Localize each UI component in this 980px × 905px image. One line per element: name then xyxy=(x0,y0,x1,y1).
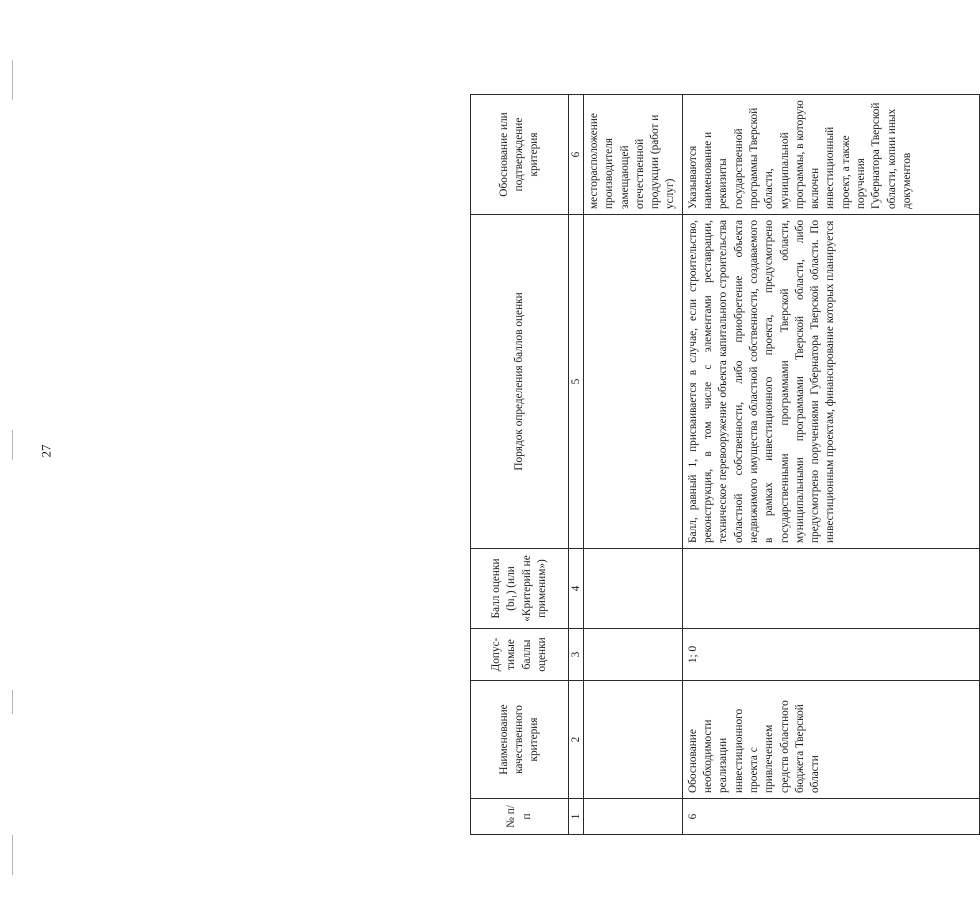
header-justification: Обоснование или подтверждение критерия xyxy=(471,95,569,215)
column-number: 1 xyxy=(569,799,584,835)
criteria-table xyxy=(470,94,980,835)
column-number: 5 xyxy=(569,215,584,549)
header-row xyxy=(471,95,569,835)
justification-cell: месторасположение производителя замещающей отечественной продукции (работ и услуг) xyxy=(584,95,683,215)
cell xyxy=(584,215,683,549)
header-allowed-scores: Допус-тимые баллы оценки xyxy=(471,629,569,681)
scan-artifact xyxy=(12,60,13,100)
justification-cell: Указываются наименование и реквизиты государственной программы Тверской области, муниципальной программы, в которую включен инвестиционный проект, а также поручения Губернатора Тверской области, копии иных документов xyxy=(682,95,979,215)
table-row-6 xyxy=(682,95,979,835)
scan-artifact xyxy=(12,430,13,460)
row-number: 6 xyxy=(682,799,979,835)
cell xyxy=(584,681,683,799)
column-number: 6 xyxy=(569,95,584,215)
table-row-continued xyxy=(584,95,683,835)
cell xyxy=(584,549,683,629)
column-number: 4 xyxy=(569,549,584,629)
procedure-text: Балл, равный 1, присваивается в случае, если строительство, реконструкция, в том числе с элементами реставрации, техническое перевооружение объекта капитального строительства областной собственности, либо приобретение объекта недвижимого имущества областной собственности, создаваемого в рамках инвестиционного проекта, предусмотрено государственными программами Тверской области, муниципальными программами Тверской области, либо предусмотрено поручениями Губернатора Тверской области. По инвестиционным проектам, финансирование которых планируется xyxy=(682,215,979,549)
header-criterion-name: Наименование качественного критерия xyxy=(471,681,569,799)
scan-artifact xyxy=(12,690,13,714)
allowed-scores: 1; 0 xyxy=(682,629,979,681)
score-cell xyxy=(682,549,979,629)
column-number-row xyxy=(569,95,584,835)
header-number: № п/п xyxy=(471,799,569,835)
column-number: 3 xyxy=(569,629,584,681)
column-number: 2 xyxy=(569,681,584,799)
scan-artifact xyxy=(12,835,13,875)
header-score: Балл оценки (bı₁) (или «Критерий не применим») xyxy=(471,549,569,629)
criterion-name: Обоснование необходимости реализации инвестиционного проекта с привлечением средств областного бюджета Тверской области xyxy=(682,681,979,799)
page-number: 27 xyxy=(38,444,54,458)
cell xyxy=(584,799,683,835)
header-procedure: Порядок определения баллов оценки xyxy=(471,215,569,549)
cell xyxy=(584,629,683,681)
